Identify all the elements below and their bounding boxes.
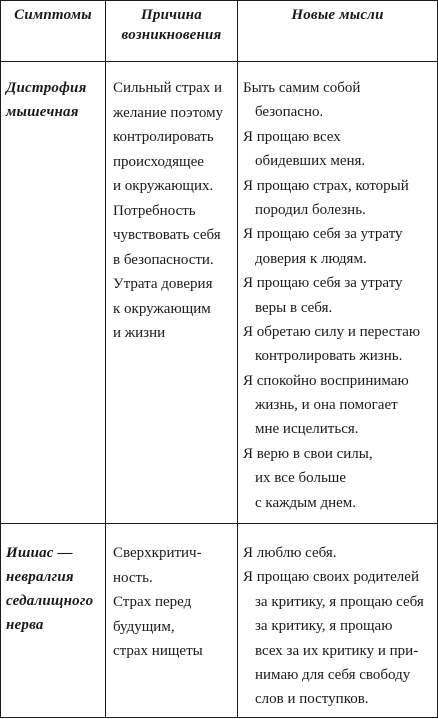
symptom-line: нерва <box>6 617 44 633</box>
column-divider-2 <box>237 0 238 718</box>
cause-line: к окружающим <box>113 300 211 317</box>
symptom-line: Дистрофия <box>6 80 87 96</box>
thought-line: нимаю для себя свободу <box>255 666 411 683</box>
thoughts-cell <box>243 541 435 712</box>
thought-line: за критику, я прощаю <box>255 618 393 635</box>
cause-line: Сильный страх и <box>113 80 223 96</box>
header-divider <box>0 61 438 62</box>
thought-line: обидевших меня. <box>255 153 366 170</box>
thought-line: Я спокойно воспринимаю <box>243 372 409 389</box>
cause-cell <box>113 76 237 346</box>
thought-line: Я обретаю силу и перестаю <box>243 323 421 340</box>
cause-line: Сверхкритич- <box>113 545 202 561</box>
symptom-cell <box>6 76 102 124</box>
thought-line: Быть самим собой <box>243 80 361 96</box>
thought-line: их все больше <box>255 470 346 487</box>
header-cause <box>106 5 237 45</box>
table-left-border <box>0 0 1 718</box>
thought-line: с каждым днем. <box>255 494 357 511</box>
cause-line: Страх перед <box>113 594 192 610</box>
thought-line: Я прощаю всех <box>243 128 341 145</box>
thought-line: слов и поступков. <box>255 691 369 708</box>
cause-line: желание поэтому <box>113 104 224 121</box>
column-divider-1 <box>105 0 106 718</box>
header-cause-line: Причина <box>141 7 202 23</box>
thought-line: доверия к людям. <box>255 250 367 267</box>
thought-line: породил болезнь. <box>255 201 366 218</box>
cause-line: происходящее <box>113 153 204 170</box>
cause-line: и жизни <box>113 325 166 341</box>
cause-line: чувствовать себя <box>113 227 221 243</box>
thought-line: Я прощаю своих родителей <box>243 569 419 586</box>
thoughts-cell <box>243 76 435 515</box>
symptom-line: невралгия <box>6 569 74 585</box>
symptom-line: мышечная <box>6 104 79 120</box>
header-cause-line: возникновения <box>121 27 222 43</box>
symptom-cell <box>6 541 102 637</box>
header-thoughts: Новые мысли <box>291 7 384 23</box>
header-symptoms: Симптомы <box>14 7 92 23</box>
thought-line: Я прощаю себя за утрату <box>243 226 403 243</box>
symptom-line: Ишиас — <box>6 545 73 561</box>
cause-line: ность. <box>113 569 153 586</box>
thought-line: жизнь, и она помогает <box>255 397 398 414</box>
thought-line: безопасно. <box>255 104 324 121</box>
thought-line: веры в себя. <box>255 299 333 316</box>
symptom-line: седалищного <box>6 593 94 609</box>
thought-line: Я верю в свои силы, <box>243 445 373 462</box>
thought-line: всех за их критику и при- <box>255 642 419 659</box>
thought-line: за критику, я прощаю себя <box>255 593 424 610</box>
row-divider <box>0 523 438 524</box>
thought-line: Я люблю себя. <box>243 545 337 561</box>
table-bottom-border <box>0 717 438 718</box>
thought-line: контролировать жизнь. <box>255 348 403 365</box>
thought-line: Я прощаю страх, который <box>243 177 409 194</box>
thought-line: мне исцелиться. <box>255 421 359 438</box>
thought-line: Я прощаю себя за утрату <box>243 275 403 292</box>
cause-line: Утрата доверия <box>113 276 213 292</box>
table-top-border <box>0 0 438 1</box>
cause-line: Потребность <box>113 202 196 219</box>
cause-line: будущим, <box>113 618 175 635</box>
cause-line: в безопасности. <box>113 251 214 268</box>
cause-line: страх нищеты <box>113 643 203 659</box>
cause-cell <box>113 541 237 664</box>
cause-line: контролировать <box>113 129 214 145</box>
cause-line: и окружающих. <box>113 178 214 194</box>
